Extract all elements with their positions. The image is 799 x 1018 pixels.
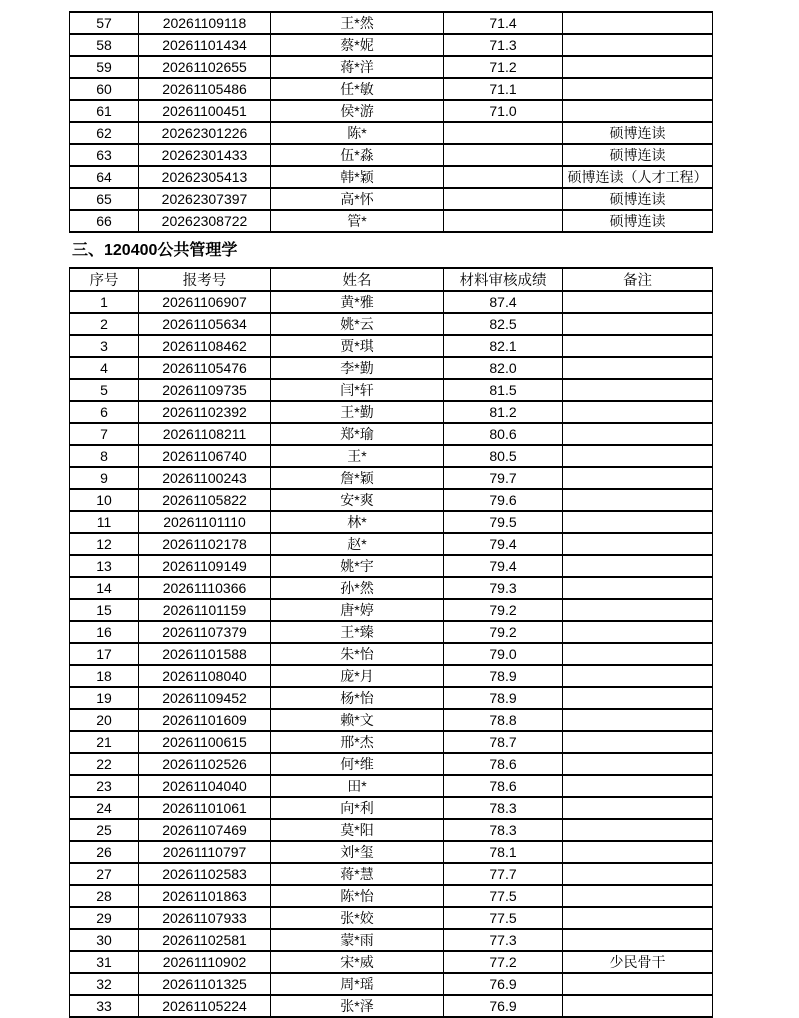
cell-applicant-id: 20261101863 <box>139 885 271 907</box>
cell-applicant-id: 20261110797 <box>139 841 271 863</box>
cell-score: 81.5 <box>444 379 563 401</box>
cell-remark <box>563 445 713 467</box>
cell-no: 1 <box>70 291 139 313</box>
cell-name: 赖*文 <box>271 709 444 731</box>
cell-no: 11 <box>70 511 139 533</box>
cell-no: 31 <box>70 951 139 973</box>
cell-remark <box>563 291 713 313</box>
cell-score: 71.1 <box>444 78 563 100</box>
cell-score: 77.2 <box>444 951 563 973</box>
cell-no: 59 <box>70 56 139 78</box>
cell-applicant-id: 20261106907 <box>139 291 271 313</box>
cell-remark <box>563 511 713 533</box>
cell-applicant-id: 20261102178 <box>139 533 271 555</box>
cell-applicant-id: 20261109149 <box>139 555 271 577</box>
cell-name: 管* <box>271 210 444 232</box>
column-header-applicant-id: 报考号 <box>139 268 271 291</box>
cell-no: 21 <box>70 731 139 753</box>
cell-no: 25 <box>70 819 139 841</box>
cell-score: 79.3 <box>444 577 563 599</box>
cell-no: 65 <box>70 188 139 210</box>
cell-score <box>444 188 563 210</box>
cell-no: 28 <box>70 885 139 907</box>
cell-score: 78.6 <box>444 775 563 797</box>
table-row <box>70 621 713 643</box>
cell-name: 闫*轩 <box>271 379 444 401</box>
cell-score: 82.0 <box>444 357 563 379</box>
cell-applicant-id: 20262301226 <box>139 122 271 144</box>
table-row <box>70 291 713 313</box>
cell-name: 侯*游 <box>271 100 444 122</box>
table-row <box>70 555 713 577</box>
cell-name: 姚*宇 <box>271 555 444 577</box>
cell-remark <box>563 401 713 423</box>
table-row <box>70 423 713 445</box>
cell-no: 16 <box>70 621 139 643</box>
cell-remark <box>563 687 713 709</box>
cell-name: 陈*怡 <box>271 885 444 907</box>
cell-no: 5 <box>70 379 139 401</box>
cell-name: 陈* <box>271 122 444 144</box>
cell-name: 宋*威 <box>271 951 444 973</box>
cell-name: 贾*琪 <box>271 335 444 357</box>
cell-score: 71.0 <box>444 100 563 122</box>
cell-score: 80.6 <box>444 423 563 445</box>
table-row <box>70 313 713 335</box>
cell-remark: 硕博连读（人才工程） <box>563 166 713 188</box>
cell-remark <box>563 665 713 687</box>
cell-name: 詹*颖 <box>271 467 444 489</box>
table-row <box>70 577 713 599</box>
cell-applicant-id: 20261101588 <box>139 643 271 665</box>
table-row <box>70 841 713 863</box>
cell-score: 79.2 <box>444 599 563 621</box>
cell-applicant-id: 20261105822 <box>139 489 271 511</box>
table-row <box>70 665 713 687</box>
table-row <box>70 929 713 951</box>
cell-no: 62 <box>70 122 139 144</box>
cell-score: 82.5 <box>444 313 563 335</box>
table-row <box>70 775 713 797</box>
table-row <box>70 34 713 56</box>
cell-score <box>444 122 563 144</box>
cell-remark <box>563 100 713 122</box>
cell-name: 姚*云 <box>271 313 444 335</box>
table-row <box>70 357 713 379</box>
cell-name: 庞*月 <box>271 665 444 687</box>
cell-remark <box>563 357 713 379</box>
previous-section-score-table <box>69 11 713 233</box>
cell-score: 71.2 <box>444 56 563 78</box>
cell-applicant-id: 20261109735 <box>139 379 271 401</box>
table-row <box>70 489 713 511</box>
table-row <box>70 12 713 34</box>
cell-name: 黄*雅 <box>271 291 444 313</box>
cell-no: 8 <box>70 445 139 467</box>
cell-applicant-id: 20262301433 <box>139 144 271 166</box>
cell-score: 71.3 <box>444 34 563 56</box>
cell-applicant-id: 20261107933 <box>139 907 271 929</box>
cell-remark <box>563 467 713 489</box>
cell-no: 24 <box>70 797 139 819</box>
cell-name: 王*臻 <box>271 621 444 643</box>
column-header-no: 序号 <box>70 268 139 291</box>
cell-no: 63 <box>70 144 139 166</box>
cell-score: 79.0 <box>444 643 563 665</box>
cell-name: 杨*怡 <box>271 687 444 709</box>
cell-remark <box>563 753 713 775</box>
cell-applicant-id: 20261101434 <box>139 34 271 56</box>
cell-name: 蒋*洋 <box>271 56 444 78</box>
cell-name: 林* <box>271 511 444 533</box>
cell-name: 邢*杰 <box>271 731 444 753</box>
cell-name: 王* <box>271 445 444 467</box>
cell-applicant-id: 20261107379 <box>139 621 271 643</box>
cell-remark <box>563 885 713 907</box>
cell-no: 3 <box>70 335 139 357</box>
public-administration-table-body <box>70 291 713 1017</box>
cell-applicant-id: 20261108462 <box>139 335 271 357</box>
cell-no: 9 <box>70 467 139 489</box>
cell-applicant-id: 20261100451 <box>139 100 271 122</box>
cell-remark <box>563 313 713 335</box>
table-row <box>70 144 713 166</box>
cell-score: 78.3 <box>444 819 563 841</box>
cell-name: 向*利 <box>271 797 444 819</box>
section-heading: 三、120400公共管理学 <box>72 242 238 259</box>
table-row <box>70 122 713 144</box>
cell-remark <box>563 599 713 621</box>
cell-name: 周*瑶 <box>271 973 444 995</box>
cell-score: 77.5 <box>444 907 563 929</box>
cell-score: 79.2 <box>444 621 563 643</box>
cell-no: 64 <box>70 166 139 188</box>
cell-name: 孙*然 <box>271 577 444 599</box>
cell-no: 60 <box>70 78 139 100</box>
cell-remark <box>563 12 713 34</box>
cell-score: 77.7 <box>444 863 563 885</box>
cell-no: 13 <box>70 555 139 577</box>
cell-applicant-id: 20261106740 <box>139 445 271 467</box>
cell-applicant-id: 20261110902 <box>139 951 271 973</box>
column-header-name: 姓名 <box>271 268 444 291</box>
table-row <box>70 210 713 232</box>
cell-remark <box>563 709 713 731</box>
cell-score <box>444 144 563 166</box>
cell-no: 30 <box>70 929 139 951</box>
cell-remark <box>563 34 713 56</box>
table-row <box>70 797 713 819</box>
cell-name: 蒙*雨 <box>271 929 444 951</box>
cell-applicant-id: 20261108040 <box>139 665 271 687</box>
cell-applicant-id: 20261110366 <box>139 577 271 599</box>
cell-remark <box>563 819 713 841</box>
cell-no: 33 <box>70 995 139 1017</box>
previous-section-table-body <box>70 12 713 232</box>
cell-applicant-id: 20262307397 <box>139 188 271 210</box>
table-row <box>70 863 713 885</box>
cell-applicant-id: 20261105634 <box>139 313 271 335</box>
cell-score <box>444 166 563 188</box>
cell-remark <box>563 841 713 863</box>
cell-applicant-id: 20261100243 <box>139 467 271 489</box>
cell-applicant-id: 20261101061 <box>139 797 271 819</box>
cell-name: 赵* <box>271 533 444 555</box>
cell-score: 76.9 <box>444 973 563 995</box>
cell-applicant-id: 20261108211 <box>139 423 271 445</box>
cell-no: 29 <box>70 907 139 929</box>
cell-remark <box>563 423 713 445</box>
cell-name: 安*爽 <box>271 489 444 511</box>
cell-no: 6 <box>70 401 139 423</box>
cell-no: 12 <box>70 533 139 555</box>
cell-score: 78.6 <box>444 753 563 775</box>
cell-no: 32 <box>70 973 139 995</box>
cell-applicant-id: 20261104040 <box>139 775 271 797</box>
cell-remark <box>563 533 713 555</box>
cell-remark: 硕博连读 <box>563 122 713 144</box>
cell-applicant-id: 20261102581 <box>139 929 271 951</box>
cell-name: 刘*玺 <box>271 841 444 863</box>
cell-name: 王*勤 <box>271 401 444 423</box>
cell-applicant-id: 20261102583 <box>139 863 271 885</box>
cell-name: 韩*颖 <box>271 166 444 188</box>
table-row <box>70 445 713 467</box>
cell-score: 81.2 <box>444 401 563 423</box>
cell-score: 78.1 <box>444 841 563 863</box>
cell-applicant-id: 20261101159 <box>139 599 271 621</box>
cell-score: 87.4 <box>444 291 563 313</box>
table-row <box>70 511 713 533</box>
cell-remark: 少民骨干 <box>563 951 713 973</box>
table-row <box>70 951 713 973</box>
cell-remark <box>563 775 713 797</box>
column-header-score: 材料审核成绩 <box>444 268 563 291</box>
cell-no: 26 <box>70 841 139 863</box>
table-row <box>70 907 713 929</box>
cell-score: 79.6 <box>444 489 563 511</box>
cell-applicant-id: 20261109118 <box>139 12 271 34</box>
cell-name: 唐*婷 <box>271 599 444 621</box>
cell-name: 朱*怡 <box>271 643 444 665</box>
cell-name: 任*敏 <box>271 78 444 100</box>
cell-score: 78.7 <box>444 731 563 753</box>
cell-score: 78.9 <box>444 687 563 709</box>
table-row <box>70 995 713 1017</box>
table-row <box>70 335 713 357</box>
cell-remark: 硕博连读 <box>563 210 713 232</box>
table-row <box>70 56 713 78</box>
cell-applicant-id: 20261105224 <box>139 995 271 1017</box>
table-row <box>70 78 713 100</box>
cell-applicant-id: 20261101110 <box>139 511 271 533</box>
cell-name: 蒋*慧 <box>271 863 444 885</box>
cell-score <box>444 210 563 232</box>
cell-name: 莫*阳 <box>271 819 444 841</box>
table-row <box>70 533 713 555</box>
cell-remark <box>563 577 713 599</box>
cell-remark: 硕博连读 <box>563 144 713 166</box>
cell-no: 7 <box>70 423 139 445</box>
cell-remark <box>563 863 713 885</box>
cell-remark <box>563 335 713 357</box>
cell-applicant-id: 20262308722 <box>139 210 271 232</box>
cell-name: 田* <box>271 775 444 797</box>
table-row <box>70 731 713 753</box>
cell-remark <box>563 797 713 819</box>
cell-remark <box>563 929 713 951</box>
cell-no: 66 <box>70 210 139 232</box>
cell-remark <box>563 973 713 995</box>
cell-score: 77.3 <box>444 929 563 951</box>
cell-applicant-id: 20261109452 <box>139 687 271 709</box>
cell-applicant-id: 20261107469 <box>139 819 271 841</box>
column-header-remark: 备注 <box>563 268 713 291</box>
cell-score: 78.9 <box>444 665 563 687</box>
cell-applicant-id: 20261102392 <box>139 401 271 423</box>
cell-score: 82.1 <box>444 335 563 357</box>
cell-applicant-id: 20262305413 <box>139 166 271 188</box>
cell-no: 22 <box>70 753 139 775</box>
cell-score: 76.9 <box>444 995 563 1017</box>
cell-score: 77.5 <box>444 885 563 907</box>
table-row <box>70 188 713 210</box>
cell-score: 79.7 <box>444 467 563 489</box>
cell-applicant-id: 20261102526 <box>139 753 271 775</box>
cell-applicant-id: 20261101325 <box>139 973 271 995</box>
cell-remark <box>563 489 713 511</box>
table-row <box>70 885 713 907</box>
cell-score: 78.8 <box>444 709 563 731</box>
table-row <box>70 100 713 122</box>
table-row <box>70 379 713 401</box>
table-row <box>70 709 713 731</box>
cell-remark <box>563 995 713 1017</box>
cell-no: 20 <box>70 709 139 731</box>
cell-name: 高*怀 <box>271 188 444 210</box>
cell-applicant-id: 20261102655 <box>139 56 271 78</box>
cell-no: 23 <box>70 775 139 797</box>
cell-no: 17 <box>70 643 139 665</box>
table-row <box>70 401 713 423</box>
table-row <box>70 599 713 621</box>
table-row <box>70 753 713 775</box>
cell-name: 张*泽 <box>271 995 444 1017</box>
cell-no: 18 <box>70 665 139 687</box>
table-row <box>70 467 713 489</box>
cell-score: 79.5 <box>444 511 563 533</box>
cell-no: 4 <box>70 357 139 379</box>
cell-applicant-id: 20261105476 <box>139 357 271 379</box>
cell-no: 57 <box>70 12 139 34</box>
table-row <box>70 643 713 665</box>
cell-score: 78.3 <box>444 797 563 819</box>
cell-no: 14 <box>70 577 139 599</box>
cell-remark <box>563 643 713 665</box>
cell-applicant-id: 20261105486 <box>139 78 271 100</box>
cell-remark <box>563 621 713 643</box>
table-row <box>70 687 713 709</box>
cell-no: 58 <box>70 34 139 56</box>
cell-no: 10 <box>70 489 139 511</box>
cell-no: 61 <box>70 100 139 122</box>
cell-name: 张*姣 <box>271 907 444 929</box>
cell-remark: 硕博连读 <box>563 188 713 210</box>
cell-name: 郑*瑜 <box>271 423 444 445</box>
cell-no: 19 <box>70 687 139 709</box>
cell-score: 80.5 <box>444 445 563 467</box>
cell-remark <box>563 56 713 78</box>
cell-name: 何*维 <box>271 753 444 775</box>
table-header-row <box>70 268 713 291</box>
cell-name: 李*勤 <box>271 357 444 379</box>
cell-remark <box>563 555 713 577</box>
cell-no: 15 <box>70 599 139 621</box>
table-row <box>70 973 713 995</box>
cell-remark <box>563 78 713 100</box>
table-row <box>70 819 713 841</box>
cell-no: 2 <box>70 313 139 335</box>
public-administration-score-table <box>69 267 713 1018</box>
cell-name: 王*然 <box>271 12 444 34</box>
cell-remark <box>563 907 713 929</box>
cell-score: 79.4 <box>444 555 563 577</box>
cell-name: 蔡*妮 <box>271 34 444 56</box>
cell-applicant-id: 20261100615 <box>139 731 271 753</box>
cell-applicant-id: 20261101609 <box>139 709 271 731</box>
cell-name: 伍*淼 <box>271 144 444 166</box>
table-row <box>70 166 713 188</box>
cell-score: 79.4 <box>444 533 563 555</box>
cell-no: 27 <box>70 863 139 885</box>
cell-score: 71.4 <box>444 12 563 34</box>
cell-remark <box>563 379 713 401</box>
cell-remark <box>563 731 713 753</box>
